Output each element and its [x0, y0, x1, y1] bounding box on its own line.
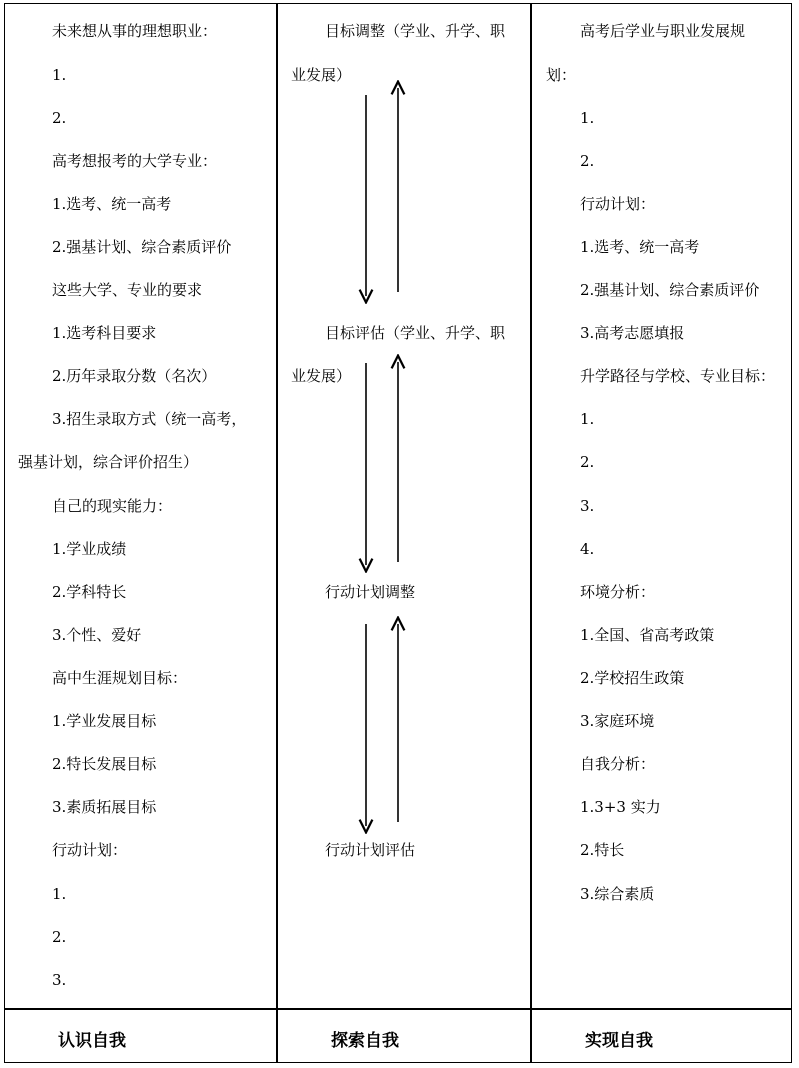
middle-line: 行动计划调整 [325, 583, 416, 601]
right-line: 升学路径与学校、专业目标： [580, 367, 776, 385]
right-line: 2. [580, 453, 595, 471]
right-line: 3.综合素质 [580, 885, 655, 903]
left-line: 强基计划，综合评价招生） [18, 453, 199, 471]
left-line: 未来想从事的理想职业： [52, 22, 218, 40]
right-line: 1.选考、统一高考 [580, 238, 700, 256]
right-line: 4. [580, 540, 595, 558]
left-line: 高中生涯规划目标： [52, 669, 188, 687]
right-line: 3. [580, 497, 595, 515]
left-line: 2.学科特长 [52, 583, 127, 601]
left-line: 2. [52, 928, 67, 946]
right-line: 高考后学业与职业发展规 [580, 22, 746, 40]
right-line: 3.家庭环境 [580, 712, 655, 730]
middle-line: 业发展） [291, 367, 352, 385]
left-line: 2.强基计划、综合素质评价 [52, 238, 232, 256]
footer-label-explore-self: 探索自我 [331, 1031, 399, 1051]
left-line: 行动计划： [52, 841, 128, 859]
middle-line: 目标评估（学业、升学、职 [325, 324, 506, 342]
middle-line: 业发展） [291, 66, 352, 84]
right-line: 划： [546, 66, 577, 84]
right-line: 3.高考志愿填报 [580, 324, 685, 342]
right-line: 2. [580, 152, 595, 170]
right-line: 行动计划： [580, 195, 656, 213]
right-line: 2.学校招生政策 [580, 669, 685, 687]
left-line: 3.招生录取方式（统一高考， [52, 410, 247, 428]
left-line: 1. [52, 66, 67, 84]
right-line: 2.特长 [580, 841, 625, 859]
left-line: 1.学业成绩 [52, 540, 127, 558]
left-line: 3. [52, 971, 67, 989]
right-line: 1.全国、省高考政策 [580, 626, 715, 644]
left-line: 1.选考科目要求 [52, 324, 157, 342]
left-line: 2. [52, 109, 67, 127]
left-line: 高考想报考的大学专业： [52, 152, 218, 170]
footer-label-know-self: 认识自我 [58, 1031, 126, 1051]
left-line: 1.学业发展目标 [52, 712, 157, 730]
left-line: 2.历年录取分数（名次） [52, 367, 217, 385]
left-line: 1.选考、统一高考 [52, 195, 172, 213]
right-line: 2.强基计划、综合素质评价 [580, 281, 760, 299]
middle-line: 目标调整（学业、升学、职 [325, 22, 506, 40]
right-line: 环境分析： [580, 583, 656, 601]
right-line: 1.3+3 实力 [580, 798, 661, 816]
left-line: 2.特长发展目标 [52, 755, 157, 773]
footer-label-realize-self: 实现自我 [585, 1031, 653, 1051]
middle-line: 行动计划评估 [325, 841, 416, 859]
left-line: 自己的现实能力： [52, 497, 173, 515]
left-line: 这些大学、专业的要求 [52, 281, 203, 299]
right-line: 1. [580, 410, 595, 428]
left-line: 1. [52, 885, 67, 903]
right-line: 自我分析： [580, 755, 656, 773]
left-line: 3.个性、爱好 [52, 626, 142, 644]
left-line: 3.素质拓展目标 [52, 798, 157, 816]
right-line: 1. [580, 109, 595, 127]
